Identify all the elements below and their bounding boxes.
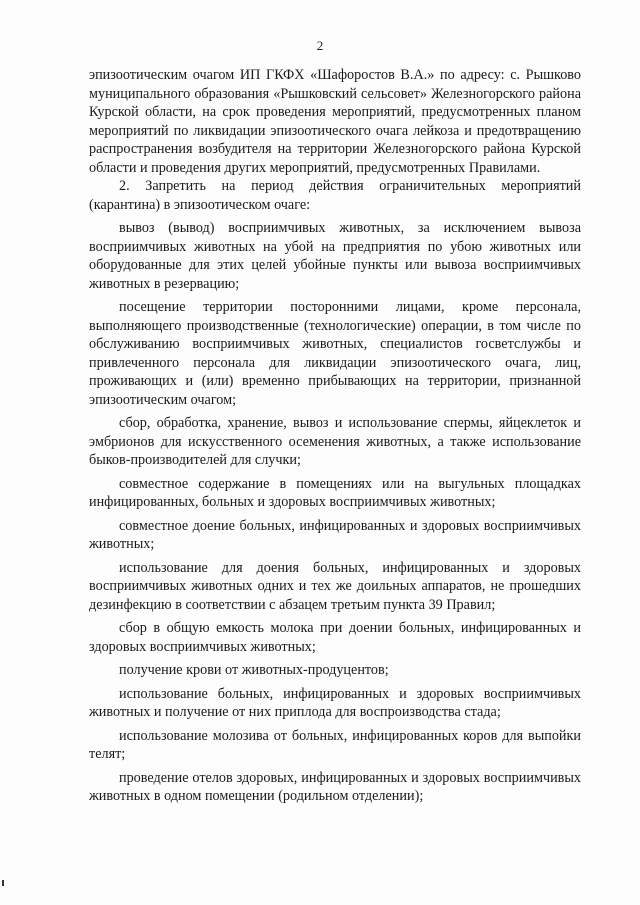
paragraph-prohibition-breeding: использование больных, инфицированных и здоровых восприимчивых животных и получение от них приплода для воспроизводства стада; [89, 685, 581, 720]
paragraph-prohibition-milking-machines: использование для доения больных, инфицированных и здоровых восприимчивых животных одних и тех же доильных аппаратов, не прошедших дезинфекцию в соответствии с абзацем третьим пункта 39 Правил; [89, 559, 581, 613]
page-number: 2 [316, 38, 324, 53]
paragraph-prohibition-blood: получение крови от животных-продуцентов; [119, 662, 389, 678]
paragraph-prohibition-calving: проведение отелов здоровых, инфицированных и здоровых восприимчивых животных в одном помещении (родильном отделении); [89, 769, 581, 804]
paragraph-prohibition-joint-keeping: совместное содержание в помещениях или на выгульных площадках инфицированных, больных и здоровых восприимчивых животных; [89, 475, 581, 510]
paragraph-prohibition-semen: сбор, обработка, хранение, вывоз и использование спермы, яйцеклеток и эмбрионов для искусственного осеменения животных, а также использование быков-производителей для случки; [89, 415, 581, 468]
paragraph-prohibition-milk-collection: сбор в общую емкость молока при доении больных, инфицированных и здоровых восприимчивых животных; [89, 620, 581, 655]
paragraph-continuation: эпизоотическим очагом ИП ГКФХ «Шафоростов В.А.» по адресу: с. Рышково муниципального образования «Рышковский сельсовет» Железногорского района Курской области, на срок проведения мероприятий, предусмотренных планом мероприятий по ликвидации эпизоотического очага лейкоза и предотвращению распространения возбудителя на территории Железногорского района Курской области и проведения других мероприятий, предусмотренных Правилами. [89, 67, 581, 176]
paragraph-prohibition-joint-milking: совместное доение больных, инфицированных и здоровых восприимчивых животных; [89, 517, 581, 552]
document-body [89, 66, 581, 806]
paragraph-prohibition-visits: посещение территории посторонними лицами, кроме персонала, выполняющего производственные (технологические) операции, в том числе по обслуживанию восприимчивых животных, специалистов госветслужбы и привлеченного персонала для ликвидации эпизоотического очага, лиц, проживающих и (или) временно прибывающих на территории, признанной эпизоотическим очагом; [89, 299, 581, 408]
scan-edge-mark [2, 880, 4, 886]
paragraph-item-2: 2. Запретить на период действия ограничительных мероприятий (карантина) в эпизоотическом очаге: [89, 178, 581, 213]
paragraph-prohibition-export: вывоз (вывод) восприимчивых животных, за исключением вывоза восприимчивых животных на убой на предприятия по убою животных или оборудованные для этих целей убойные пункты или вывоза восприимчивых животных в резервацию; [89, 220, 581, 292]
paragraph-prohibition-colostrum: использование молозива от больных, инфицированных коров для выпойки телят; [89, 727, 581, 762]
